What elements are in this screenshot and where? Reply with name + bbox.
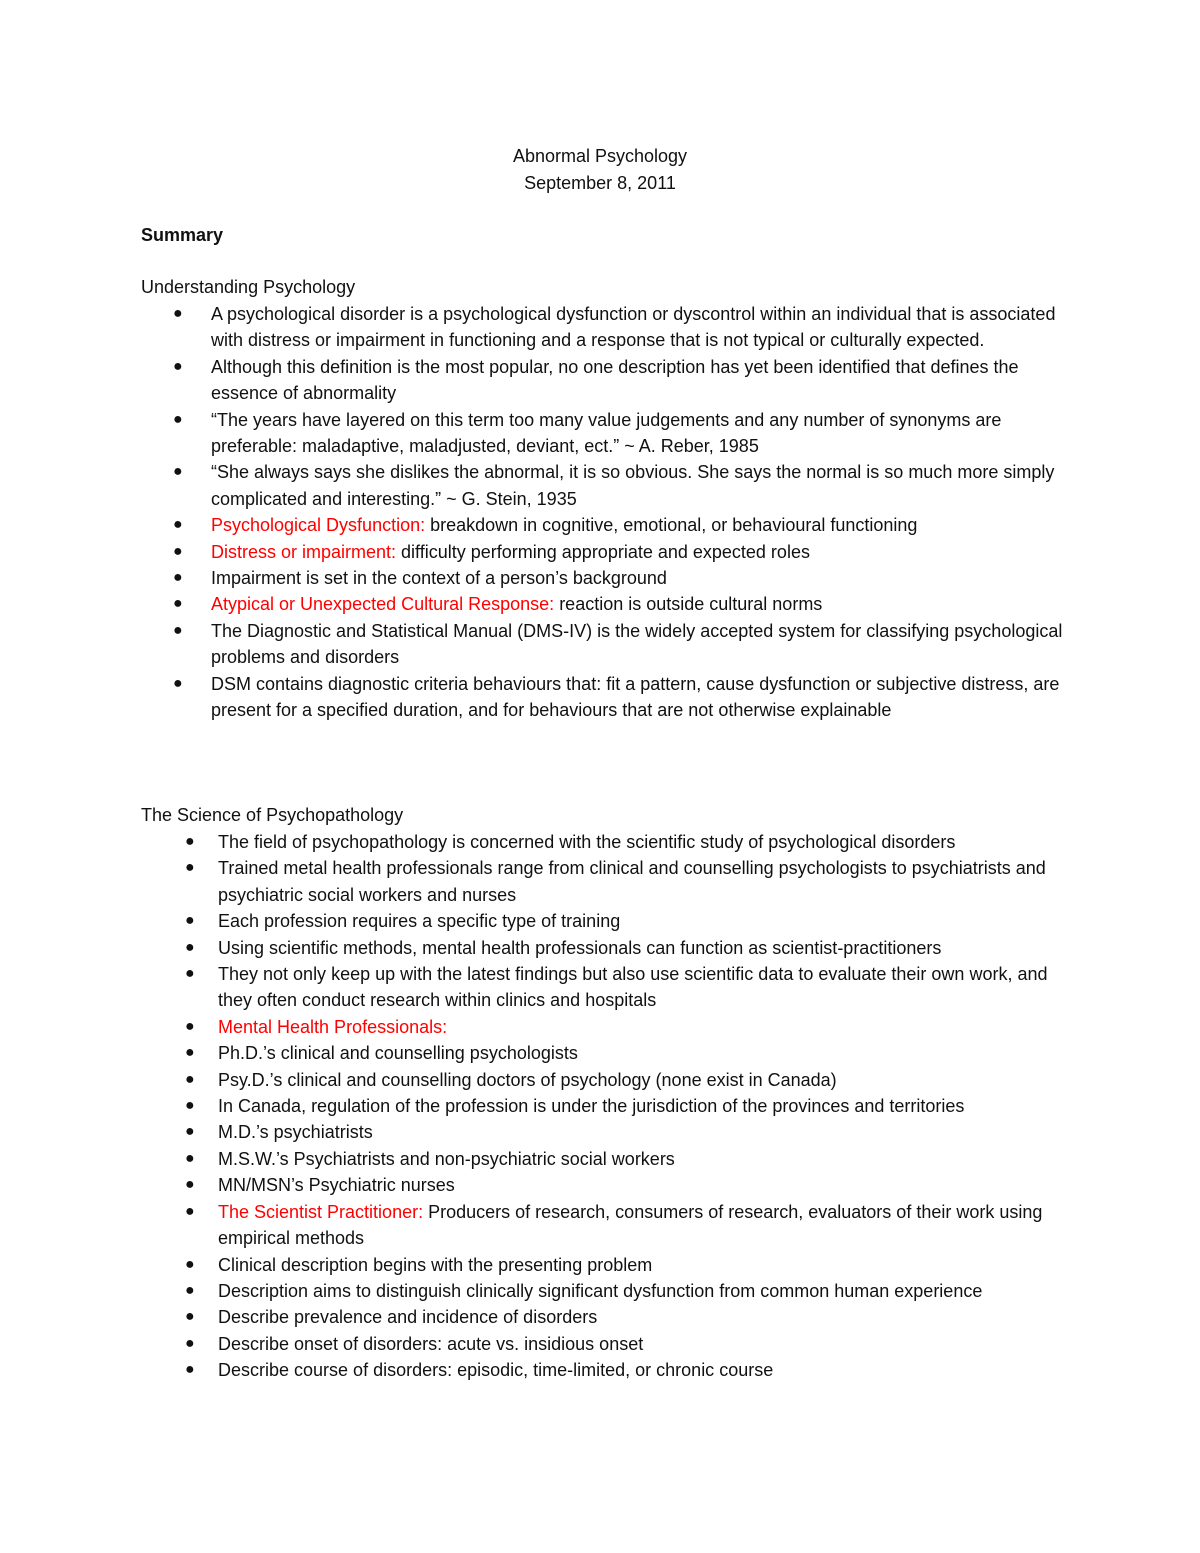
list-item-text: The Diagnostic and Statistical Manual (DMS-IV) is the widely accepted system for classifying psychological problems and disorders (211, 620, 1063, 668)
bullet-icon: ● (185, 938, 195, 956)
document-header (0, 143, 1200, 197)
list-item-text: Psy.D.’s clinical and counselling doctors of psychology (none exist in Canada) (218, 1069, 837, 1090)
list-item (141, 1357, 1071, 1383)
document-title: Abnormal Psychology (512, 146, 688, 166)
list-item-text: Ph.D.’s clinical and counselling psychologists (218, 1043, 578, 1064)
list-item (141, 1278, 1071, 1304)
list-item-text: Producers of research, consumers of research, evaluators of their work using empirical methods (218, 1201, 1043, 1249)
list-item-text: Although this definition is the most popular, no one description has yet been identified that defines the essence of abnormality (211, 356, 1019, 404)
key-term: Mental Health Professionals: (218, 1016, 448, 1037)
section-understanding-psychology (141, 274, 1071, 724)
bullet-icon: ● (173, 463, 183, 481)
list-item (141, 1304, 1071, 1330)
bullet-icon: ● (173, 357, 183, 375)
key-term: The Scientist Practitioner: (218, 1201, 424, 1222)
list-item-text: “She always says she dislikes the abnormal, it is so obvious. She says the normal is so much more simply complicated and interesting.” ~ G. Stein, 1935 (211, 462, 1055, 509)
list-item-text: Describe course of disorders: episodic, time-limited, or chronic course (218, 1360, 774, 1381)
bullet-icon: ● (185, 1017, 195, 1035)
bullet-icon: ● (185, 1255, 195, 1273)
bullet-icon: ● (173, 516, 183, 534)
list-item (141, 1172, 1071, 1198)
list-item (141, 459, 1071, 512)
list-item-text: Using scientific methods, mental health professionals can function as scientist-practitioners (218, 937, 942, 958)
bullet-icon: ● (185, 1044, 195, 1062)
list-item (141, 1331, 1071, 1357)
list-item (141, 1146, 1071, 1172)
list-item (141, 829, 1071, 855)
list-item (141, 301, 1071, 354)
list-item-text: reaction is outside cultural norms (554, 594, 823, 615)
list-item-text: A psychological disorder is a psychological dysfunction or dyscontrol within an individual that is associated with distress or impairment in functioning and a response that is not typical or culturally expected. (211, 304, 1056, 351)
key-term: Atypical or Unexpected Cultural Response: (211, 594, 555, 615)
list-item (141, 1067, 1071, 1093)
summary-heading: Summary (141, 225, 224, 245)
list-item-text: Description aims to distinguish clinically significant dysfunction from common human experience (218, 1280, 983, 1301)
list-item-text: The field of psychopathology is concerned with the scientific study of psychological disorders (218, 832, 956, 852)
list-item-text: Each profession requires a specific type of training (218, 911, 621, 932)
key-term: Psychological Dysfunction: (211, 515, 426, 536)
bullet-list (141, 301, 1071, 724)
list-item (141, 961, 1071, 1014)
bullet-icon: ● (185, 912, 195, 930)
list-item-text: Trained metal health professionals range from clinical and counselling psychologists to psychiatrists and psychiatric social workers and nurses (218, 858, 1046, 905)
bullet-icon: ● (185, 1123, 195, 1141)
document-date: September 8, 2011 (524, 173, 676, 193)
list-item (141, 539, 1071, 565)
bullet-icon: ● (173, 569, 183, 587)
list-item (141, 935, 1071, 961)
bullet-icon: ● (185, 965, 195, 983)
list-item-text: M.D.’s psychiatrists (218, 1122, 373, 1143)
bullet-icon: ● (173, 621, 183, 639)
list-item (141, 1119, 1071, 1145)
bullet-icon: ● (173, 305, 183, 322)
bullet-icon: ● (185, 1281, 195, 1299)
bullet-icon: ● (185, 1176, 195, 1194)
bullet-icon: ● (185, 859, 195, 877)
section-title: Understanding Psychology (141, 277, 356, 297)
list-item-text: breakdown in cognitive, emotional, or behavioural functioning (425, 515, 918, 536)
list-item (141, 908, 1071, 934)
list-item (141, 407, 1071, 460)
bullet-icon: ● (185, 1202, 195, 1220)
list-item (141, 855, 1071, 908)
bullet-icon: ● (185, 1308, 195, 1326)
list-item (141, 618, 1071, 671)
list-item-text: Clinical description begins with the presenting problem (218, 1254, 653, 1275)
bullet-icon: ● (173, 674, 183, 692)
list-item (141, 354, 1071, 407)
bullet-list (141, 829, 1071, 1384)
list-item (141, 1040, 1071, 1066)
list-item-text: “The years have layered on this term too many value judgements and any number of synonyms are preferable: maladaptive, maladjusted, deviant, ect.” ~ A. Reber, 1985 (211, 409, 1002, 457)
bullet-icon: ● (185, 1097, 195, 1115)
list-item (141, 671, 1071, 724)
list-item-text: DSM contains diagnostic criteria behaviours that: fit a pattern, cause dysfunction or subjective distress, are present for a specified duration, and for behaviours that are not otherwise explainable (211, 673, 1060, 721)
list-item (141, 1014, 1071, 1040)
list-item (141, 512, 1071, 538)
list-item (141, 1252, 1071, 1278)
list-item-text: Describe prevalence and incidence of disorders (218, 1307, 598, 1328)
list-item (141, 565, 1071, 591)
section-science-of-psychopathology (141, 802, 1071, 1384)
list-item (141, 1093, 1071, 1119)
list-item (141, 1199, 1071, 1252)
section-title: The Science of Psychopathology (141, 805, 404, 825)
bullet-icon: ● (185, 1149, 195, 1167)
list-item-text: Describe onset of disorders: acute vs. insidious onset (218, 1333, 644, 1354)
list-item-text: MN/MSN’s Psychiatric nurses (218, 1175, 455, 1196)
bullet-icon: ● (173, 595, 183, 613)
bullet-icon: ● (173, 410, 183, 428)
bullet-icon: ● (185, 1361, 195, 1379)
list-item-text: M.S.W.’s Psychiatrists and non-psychiatric social workers (218, 1148, 675, 1169)
list-item (141, 591, 1071, 617)
list-item-text: difficulty performing appropriate and expected roles (396, 541, 810, 562)
list-item-text: In Canada, regulation of the profession is under the jurisdiction of the provinces and territories (218, 1096, 965, 1117)
bullet-icon: ● (185, 833, 195, 850)
list-item-text: They not only keep up with the latest findings but also use scientific data to evaluate their own work, and they often conduct research within clinics and hospitals (218, 964, 1048, 1011)
bullet-icon: ● (173, 542, 183, 560)
list-item-text: Impairment is set in the context of a person’s background (211, 568, 667, 589)
bullet-icon: ● (185, 1070, 195, 1088)
key-term: Distress or impairment: (211, 541, 397, 562)
bullet-icon: ● (185, 1334, 195, 1352)
